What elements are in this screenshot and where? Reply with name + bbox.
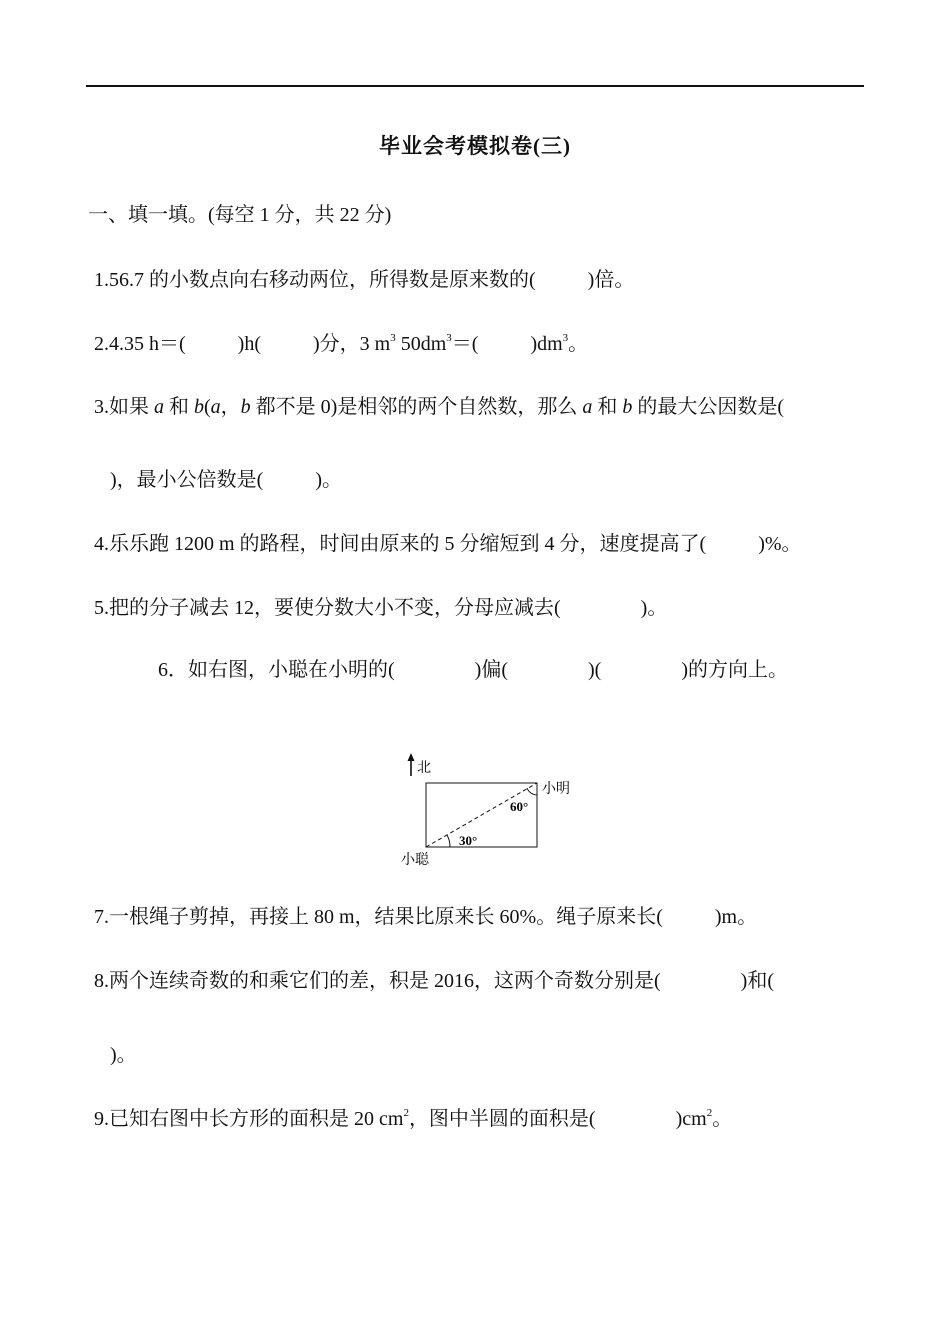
q2-text-g: 。 [568, 333, 589, 355]
angle-60-label: 60° [510, 799, 529, 814]
question-8-line-1 [94, 967, 774, 995]
q6-text-c: )( [588, 659, 602, 681]
q2-text-d: 50dm [395, 333, 447, 355]
q8-text-b: )和( [740, 970, 774, 992]
q5-text-a: 5.把的分子减去 12，要使分数大小不变，分母应减去( [94, 597, 561, 619]
q3-var-b: b [240, 396, 251, 418]
question-9 [94, 1105, 732, 1133]
q3-var-b: b [622, 396, 633, 418]
angle-30-label: 30° [459, 833, 478, 848]
question-1 [94, 266, 634, 294]
q3-var-b: b [194, 396, 204, 418]
page-title: 毕业会考模拟卷(三) [379, 134, 571, 158]
question-8-line-2 [94, 1041, 137, 1069]
question-5 [94, 594, 667, 622]
question-4 [94, 530, 802, 558]
q3-text: 和 [592, 396, 623, 418]
question-2 [94, 330, 588, 358]
q3-var-a: a [582, 396, 593, 418]
q4-text-a: 4.乐乐跑 1200 m 的路程，时间由原来的 5 分缩短到 4 分，速度提高了( [94, 533, 707, 555]
q6-text-a: 6．如右图，小聪在小明的( [158, 659, 395, 681]
q2-sup-1: 3 [390, 332, 396, 344]
q3-text: )，最小公倍数是( [110, 469, 264, 491]
q2-text-e: ＝( [451, 333, 479, 355]
q9-sup-1: 2 [403, 1107, 409, 1119]
q9-sup-2: 2 [706, 1107, 713, 1119]
north-label: 北 [417, 760, 431, 776]
sightline [426, 783, 537, 847]
q9-text-c: )cm [675, 1108, 707, 1130]
question-7 [94, 903, 757, 931]
q2-text-c: )分，3 m [313, 333, 391, 355]
header-rule [86, 85, 864, 87]
q8-text-a: 8.两个连续奇数的和乘它们的差，积是 2016，这两个奇数分别是( [94, 970, 661, 992]
q2-sup-3: 3 [562, 332, 569, 344]
q3-text: ( [204, 396, 211, 418]
q3-var-a: a [210, 396, 221, 418]
q3-text: 和 [164, 396, 194, 418]
q2-sup-2: 3 [446, 332, 452, 344]
xiaocong-label: 小聪 [401, 852, 429, 868]
q6-text-b: )偏( [474, 659, 508, 681]
q4-text-b: )%。 [758, 533, 802, 555]
section-heading: 一、填一填。(每空 1 分，共 22 分) [88, 204, 392, 226]
q2-text-b: )h( [237, 333, 261, 355]
direction-diagram [395, 750, 585, 872]
question-3-line-1 [94, 393, 784, 421]
q2-text-a: 2.4.35 h＝( [94, 333, 186, 355]
q5-text-b: )。 [640, 597, 668, 619]
question-3-line-2 [94, 466, 342, 494]
q3-text: )。 [315, 469, 342, 491]
q3-text: 3.如果 [94, 396, 154, 418]
q6-text-d: )的方向上。 [681, 659, 788, 681]
angle-arc-top [527, 788, 537, 795]
xiaoming-label: 小明 [542, 781, 570, 797]
q7-text-a: 7.一根绳子剪掉，再接上 80 m，结果比原来长 60%。绳子原来长( [94, 906, 663, 928]
q1-text-a: 1.56.7 的小数点向右移动两位，所得数是原来数的( [94, 269, 536, 291]
q7-text-b: )m。 [714, 906, 758, 928]
q3-text: 都不是 0)是相邻的两个自然数，那么 [250, 396, 583, 418]
question-6 [158, 656, 788, 684]
q3-text: 的最大公因数是( [632, 396, 785, 418]
q9-text-a: 9.已知右图中长方形的面积是 20 cm [94, 1108, 404, 1130]
q1-text-b: )倍。 [587, 269, 635, 291]
q9-text-d: 。 [712, 1108, 733, 1130]
q3-text: ， [220, 396, 241, 418]
q9-text-b: ，图中半圆的面积是( [408, 1108, 596, 1130]
q2-text-f: )dm [530, 333, 563, 355]
north-arrow [408, 753, 415, 776]
q3-var-a: a [154, 396, 164, 418]
angle-arc-bottom [447, 835, 450, 847]
q8-text-c: )。 [110, 1044, 137, 1066]
